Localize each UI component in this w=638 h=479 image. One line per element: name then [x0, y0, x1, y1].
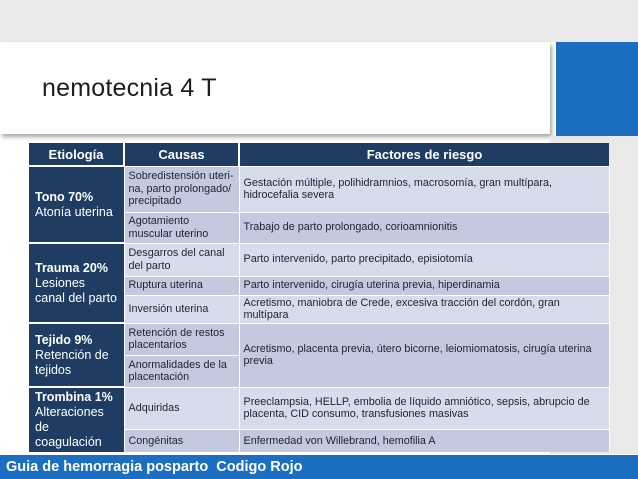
cause-cell: Adquiridas [124, 387, 239, 429]
table-row [29, 166, 609, 212]
footer-text: Guia de hemorragia posparto Codigo Rojo [6, 459, 303, 475]
risk-cell: Preeclampsia, HELLP, embolia de líquido amniótico, sepsis, abrupcio de placenta, CID consumo, transfusiones masivas [239, 387, 609, 429]
risk-cell: Parto intervenido, parto precipitado, episiotomía [239, 243, 609, 276]
risk-cell: Gestación múltiple, polihidramnios, macrosomía, gran multípara, hidrocefalia severa [239, 166, 609, 212]
etiology-description: Retención de tejidos [35, 347, 109, 377]
slide-title: nemotecnia 4 T [42, 74, 217, 102]
top-grey-band [0, 0, 638, 42]
table-row [29, 243, 609, 276]
table-row [29, 323, 609, 355]
etiology-description: Alteraciones de coagulación [35, 405, 104, 449]
risk-cell: Trabajo de parto prolongado, corioamnionitis [239, 212, 609, 243]
cause-cell: Retención de restos placentarios [124, 323, 239, 355]
table-row [29, 387, 609, 429]
accent-blue-square [556, 42, 638, 136]
table-header-row [29, 143, 609, 166]
header-etiologia: Etiología [29, 143, 124, 166]
risk-cell: Acretismo, placenta previa, útero bicorne, leiomiomatosis, cirugía uterina previa [239, 323, 609, 387]
etiology-name: Trombina 1% [35, 390, 113, 404]
cause-cell: Anormalidades de la placentación [124, 355, 239, 387]
etiology-tono [29, 166, 124, 243]
etiology-trauma [29, 243, 124, 323]
cause-cell: Sobredistensión uteri-na, parto prolongado/ precipitado [124, 166, 239, 212]
cause-cell: Inversión uterina [124, 295, 239, 323]
etiology-description: Atonía uterina [35, 204, 113, 219]
cause-cell: Congénitas [124, 429, 239, 452]
header-causas: Causas [124, 143, 239, 166]
etiology-table [29, 143, 610, 452]
risk-cell: Parto intervenido, cirugía uterina previa, hiperdinamia [239, 276, 609, 295]
etiology-name: Tono 70% [35, 189, 94, 204]
risk-cell: Enfermedad von Willebrand, hemofilia A [239, 429, 609, 452]
etiology-description: Lesiones canal del parto [35, 275, 118, 305]
cause-cell: Desgarros del canal del parto [124, 243, 239, 276]
header-factores-de-riesgo: Factores de riesgo [239, 143, 609, 166]
cause-cell: Ruptura uterina [124, 276, 239, 295]
etiology-tejido [29, 323, 124, 387]
cause-cell: Agotamiento muscular uterino [124, 212, 239, 243]
etiology-name: Tejido 9% [35, 332, 93, 347]
etiology-trombina [29, 387, 124, 452]
etiology-name: Trauma 20% [35, 260, 108, 275]
risk-cell: Acretismo, maniobra de Crede, excesiva tracción del cordón, gran multípara [239, 295, 609, 323]
